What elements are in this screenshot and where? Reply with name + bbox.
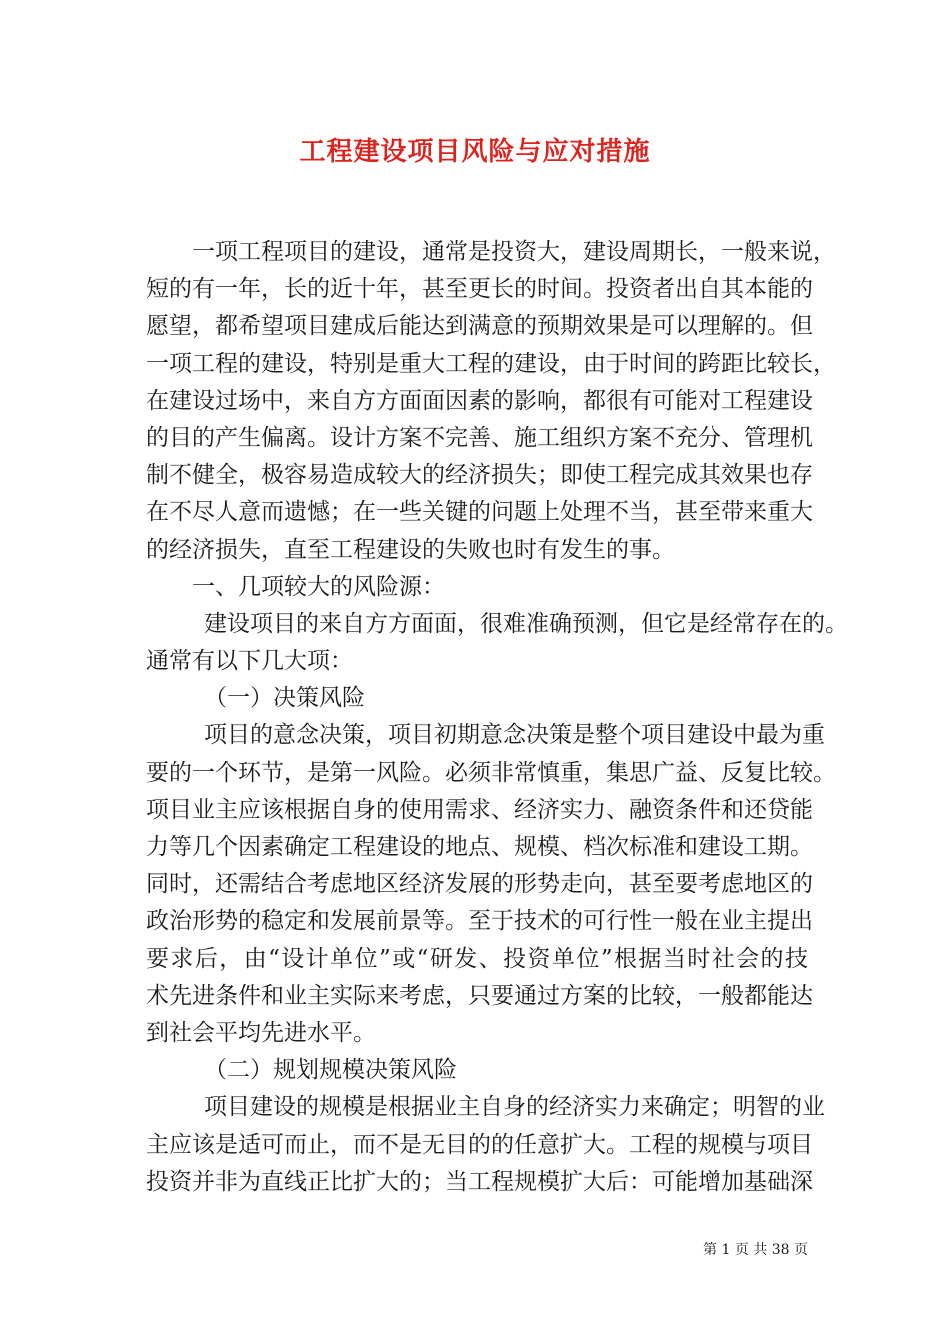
body-line: 投资并非为直线正比扩大的；当工程规模扩大后：可能增加基础深 [146,1168,813,1195]
body-line: 政治形势的稳定和发展前景等。至于技术的可行性一般在业主提出 [146,908,813,935]
body-line: 在建设过场中，来自方方面面因素的影响，都很有可能对工程建设 [146,387,813,414]
body-line: 短的有一年，长的近十年，甚至更长的时间。投资者出自其本能的 [146,276,813,303]
body-line: 项目建设的规模是根据业主自身的经济实力来确定；明智的业 [204,1094,825,1121]
subsection-heading: （一）决策风险 [204,685,365,712]
body-line: 到社会平均先进水平。 [146,1019,376,1046]
body-line: 的目的产生偏离。设计方案不完善、施工组织方案不充分、管理机 [146,424,813,451]
body-line: 要的一个环节，是第一风险。必须非常慎重，集思广益、反复比较。 [146,759,836,786]
body-line: 要求后，由“设计单位”或“研发、投资单位”根据当时社会的技 [146,945,808,972]
body-line: 项目的意念决策，项目初期意念决策是整个项目建设中最为重 [204,722,825,749]
document-body [146,234,848,1201]
body-line: 一项工程项目的建设，通常是投资大，建设周期长，一般来说， [192,239,836,265]
body-line: 术先进条件和业主实际来考虑，只要通过方案的比较，一般都能达 [146,982,813,1009]
document-title: 工程建设项目风险与应对措施 [299,137,651,167]
body-line: 力等几个因素确定工程建设的地点、规模、档次标准和建设工期。 [146,834,813,860]
subsection-heading: （二）规划规模决策风险 [204,1057,457,1084]
body-line: 在不尽人意而遗憾；在一些关键的问题上处理不当，甚至带来重大 [146,499,813,526]
body-line: 主应该是适可而止，而不是无目的的任意扩大。工程的规模与项目 [146,1131,813,1158]
body-line: 一项工程的建设，特别是重大工程的建设，由于时间的跨距比较长， [146,350,836,377]
body-line: 制不健全，极容易造成较大的经济损失；即使工程完成其效果也存 [146,462,813,489]
body-line: 同时，还需结合考虑地区经济发展的形势走向，甚至要考虑地区的 [146,871,813,898]
body-line: 建设项目的来自方方面面，很难准确预测，但它是经常存在的。 [204,610,848,637]
section-heading: 一、几项较大的风险源： [192,573,445,600]
body-line: 通常有以下几大项： [146,648,353,675]
body-line: 的经济损失，直至工程建设的失败也时有发生的事。 [146,536,675,563]
body-line: 项目业主应该根据自身的使用需求、经济实力、融资条件和还贷能 [146,796,813,823]
body-line: 愿望，都希望项目建成后能达到满意的预期效果是可以理解的。但 [146,313,813,340]
page-number: 第 1 页 共 38 页 [703,1242,808,1258]
